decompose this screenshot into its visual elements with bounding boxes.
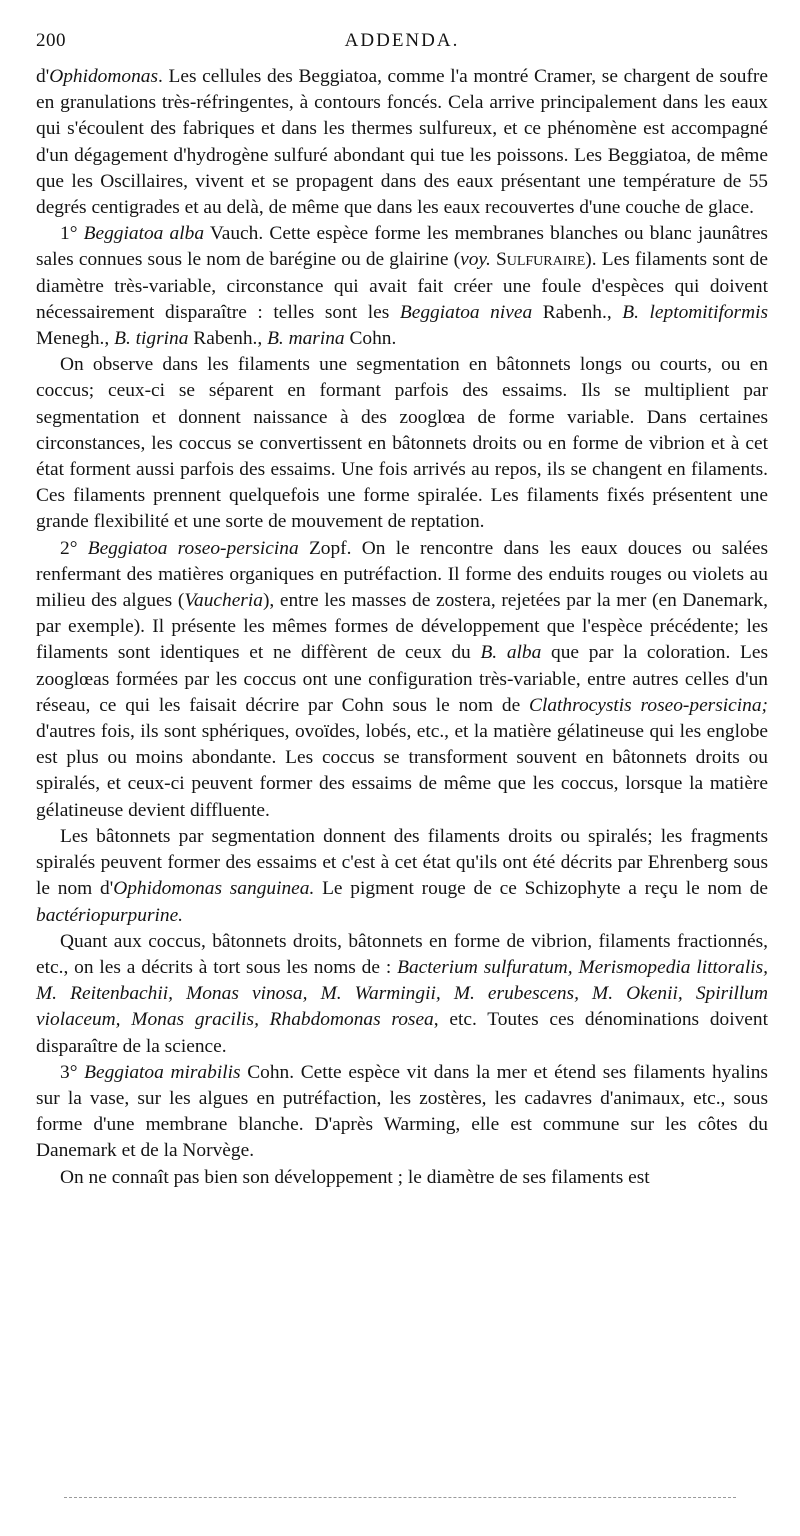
- text-run: On observe dans les filaments une segmentation en bâtonnets longs ou courts, ou en coccus; ceux-ci se séparent en formant parfois des essaims. Ils se multiplient par segmentation et donnent naissance à des zooglœa de forme variable. Dans certaines circonstances, les coccus se convertissent en bâtonnets droits ou en forme de vibrion et à cet état forment aussi parfois des essaims. Une fois arrivés au repos, ils se changent en filaments. Ces filaments prennent quelquefois une forme spiralée. Les filaments fixés présentent une grande flexibilité et une sorte de mouvement de reptation.: [36, 354, 768, 533]
- italic-text: Ophidomonas sanguinea.: [113, 878, 315, 900]
- italic-text: Clathrocystis roseo-persicina;: [529, 694, 769, 716]
- paragraph: [36, 1060, 768, 1165]
- text-run: . Les cellules des Beggiatoa, comme l'a montré Cramer, se chargent de soufre en granulations très-réfringentes, à contours foncés. Cela arrive principalement dans les eaux qui s'écoulent des fabriques et dans les thermes sulfureux, et ce phénomène est accompagné d'un dégagement d'hydrogène sulfuré abondant qui tue les poissons. Les Beggiatoa, de même que les Oscillaires, vivent et se propagent dans des eaux présentant une température de 55 degrés centigrades et au delà, de même que dans les eaux recouvertes d'une couche de glace.: [36, 66, 768, 219]
- italic-text: Beggiatoa nivea: [399, 301, 533, 323]
- running-header: [36, 30, 768, 64]
- body-text: [36, 64, 768, 1191]
- text-run: d': [36, 66, 50, 87]
- running-title: ADDENDA.: [344, 30, 460, 51]
- text-run: , etc. Toutes ces dénominations doivent disparaître de la science.: [36, 1009, 768, 1057]
- italic-text: Bacterium sulfuratum, Merismopedia littoralis, M. Reitenbachii, Monas vinosa, M. Warmingii, M. erubescens, M. Okenii, Spirillum violaceum, Monas gracilis, Rhabdomonas rosea: [36, 956, 768, 1031]
- text-run: Cohn. Cette espèce vit dans la mer et étend ses filaments hyalins sur la vase, sur les algues en putréfaction, les zostères, les cadavres d'animaux, etc., sous forme d'une membrane blanche. D'après Warming, elle est commune sur les côtes du Danemark et de la Norvège.: [36, 1061, 768, 1162]
- paragraph: [36, 64, 768, 221]
- paragraph: [36, 221, 768, 352]
- text-run: Le pigment rouge de ce Schizophyte a reçu le nom de: [314, 878, 768, 900]
- text-run: 1°: [60, 223, 84, 245]
- paragraph: [36, 536, 768, 824]
- text-run: Quant aux coccus, bâtonnets droits, bâtonnets en forme de vibrion, filaments fractionnés, etc., on les a décrits à tort sous les noms de :: [36, 930, 768, 978]
- text-run: d'autres fois, ils sont sphériques, ovoïdes, lobés, etc., et la matière gélatineuse qui les englobe est plus ou moins abondante. Les coccus se transforment souvent en bâtonnets droits ou spiralés, et ceux-ci peuvent former des essaims de même que les coccus, lorsque la matière gélatineuse devient diffluente.: [36, 721, 768, 821]
- text-run: Les bâtonnets par segmentation donnent des filaments droits ou spiralés; les fragments spiralés peuvent former des essaims et c'est à cet état qu'ils ont été décrits par Ehrenberg sous le nom d': [36, 825, 768, 900]
- paragraph: [36, 929, 768, 1060]
- footer-rule: [64, 1497, 736, 1498]
- text-run: ), entre les masses de zostera, rejetées par la mer (en Danemark, par exemple). Il présente les mêmes formes de développement que l'espèce précédente; les filaments sont identiques et ne diffèrent de ceux du: [36, 590, 769, 664]
- italic-text: bactériopurpurine.: [36, 904, 184, 926]
- paragraph: [36, 824, 768, 929]
- text-run: ). Les filaments sont de diamètre très-variable, circonstance qui avait fait créer une foule d'espèces qui doivent nécessairement disparaître : telles sont les: [36, 249, 768, 323]
- italic-text: Beggiatoa alba: [83, 223, 205, 245]
- text-run: On ne connaît pas bien son développement ; le diamètre de ses filaments est: [60, 1166, 650, 1188]
- paragraph: [36, 1165, 768, 1191]
- italic-text: Vaucheria: [184, 590, 263, 612]
- smallcaps-text: Sulfuraire: [495, 249, 586, 271]
- italic-text: Beggiatoa roseo-persicina: [87, 537, 299, 559]
- text-run: Rabenh.,: [532, 301, 623, 323]
- text-run: Menegh.,: [36, 328, 115, 350]
- text-run: 3°: [60, 1061, 85, 1083]
- text-run: Rabenh.,: [188, 328, 268, 350]
- text-run: Vauch. Cette espèce forme les membranes blanches ou blanc jaunâtres sales connues sous le nom de barégine ou de glairine (: [36, 223, 768, 271]
- italic-text: B. tigrina: [114, 328, 189, 350]
- italic-text: B. alba: [480, 642, 542, 664]
- italic-text: voy.: [460, 249, 491, 271]
- paragraph: [36, 352, 768, 535]
- text-run: que par la coloration. Les zooglœas formées par les coccus ont une configuration très-variable, entre autres celles d'un réseau, ce qui les faisait décrire par Cohn sous le nom de: [36, 642, 768, 716]
- italic-text: Beggiatoa mirabilis: [84, 1061, 241, 1083]
- text-run: Zopf. On le rencontre dans les eaux douces ou salées renfermant des matières organiques en putréfaction. Il forme des enduits rouges ou violets au milieu des algues (: [36, 537, 768, 612]
- text-run: Cohn.: [344, 328, 397, 350]
- text-run: 2°: [60, 537, 88, 559]
- italic-text: Ophidomonas: [49, 66, 159, 87]
- book-page: [36, 30, 768, 1191]
- italic-text: B. marina: [267, 328, 345, 350]
- page-number: 200: [36, 30, 66, 51]
- italic-text: B. leptomitiformis: [622, 301, 769, 323]
